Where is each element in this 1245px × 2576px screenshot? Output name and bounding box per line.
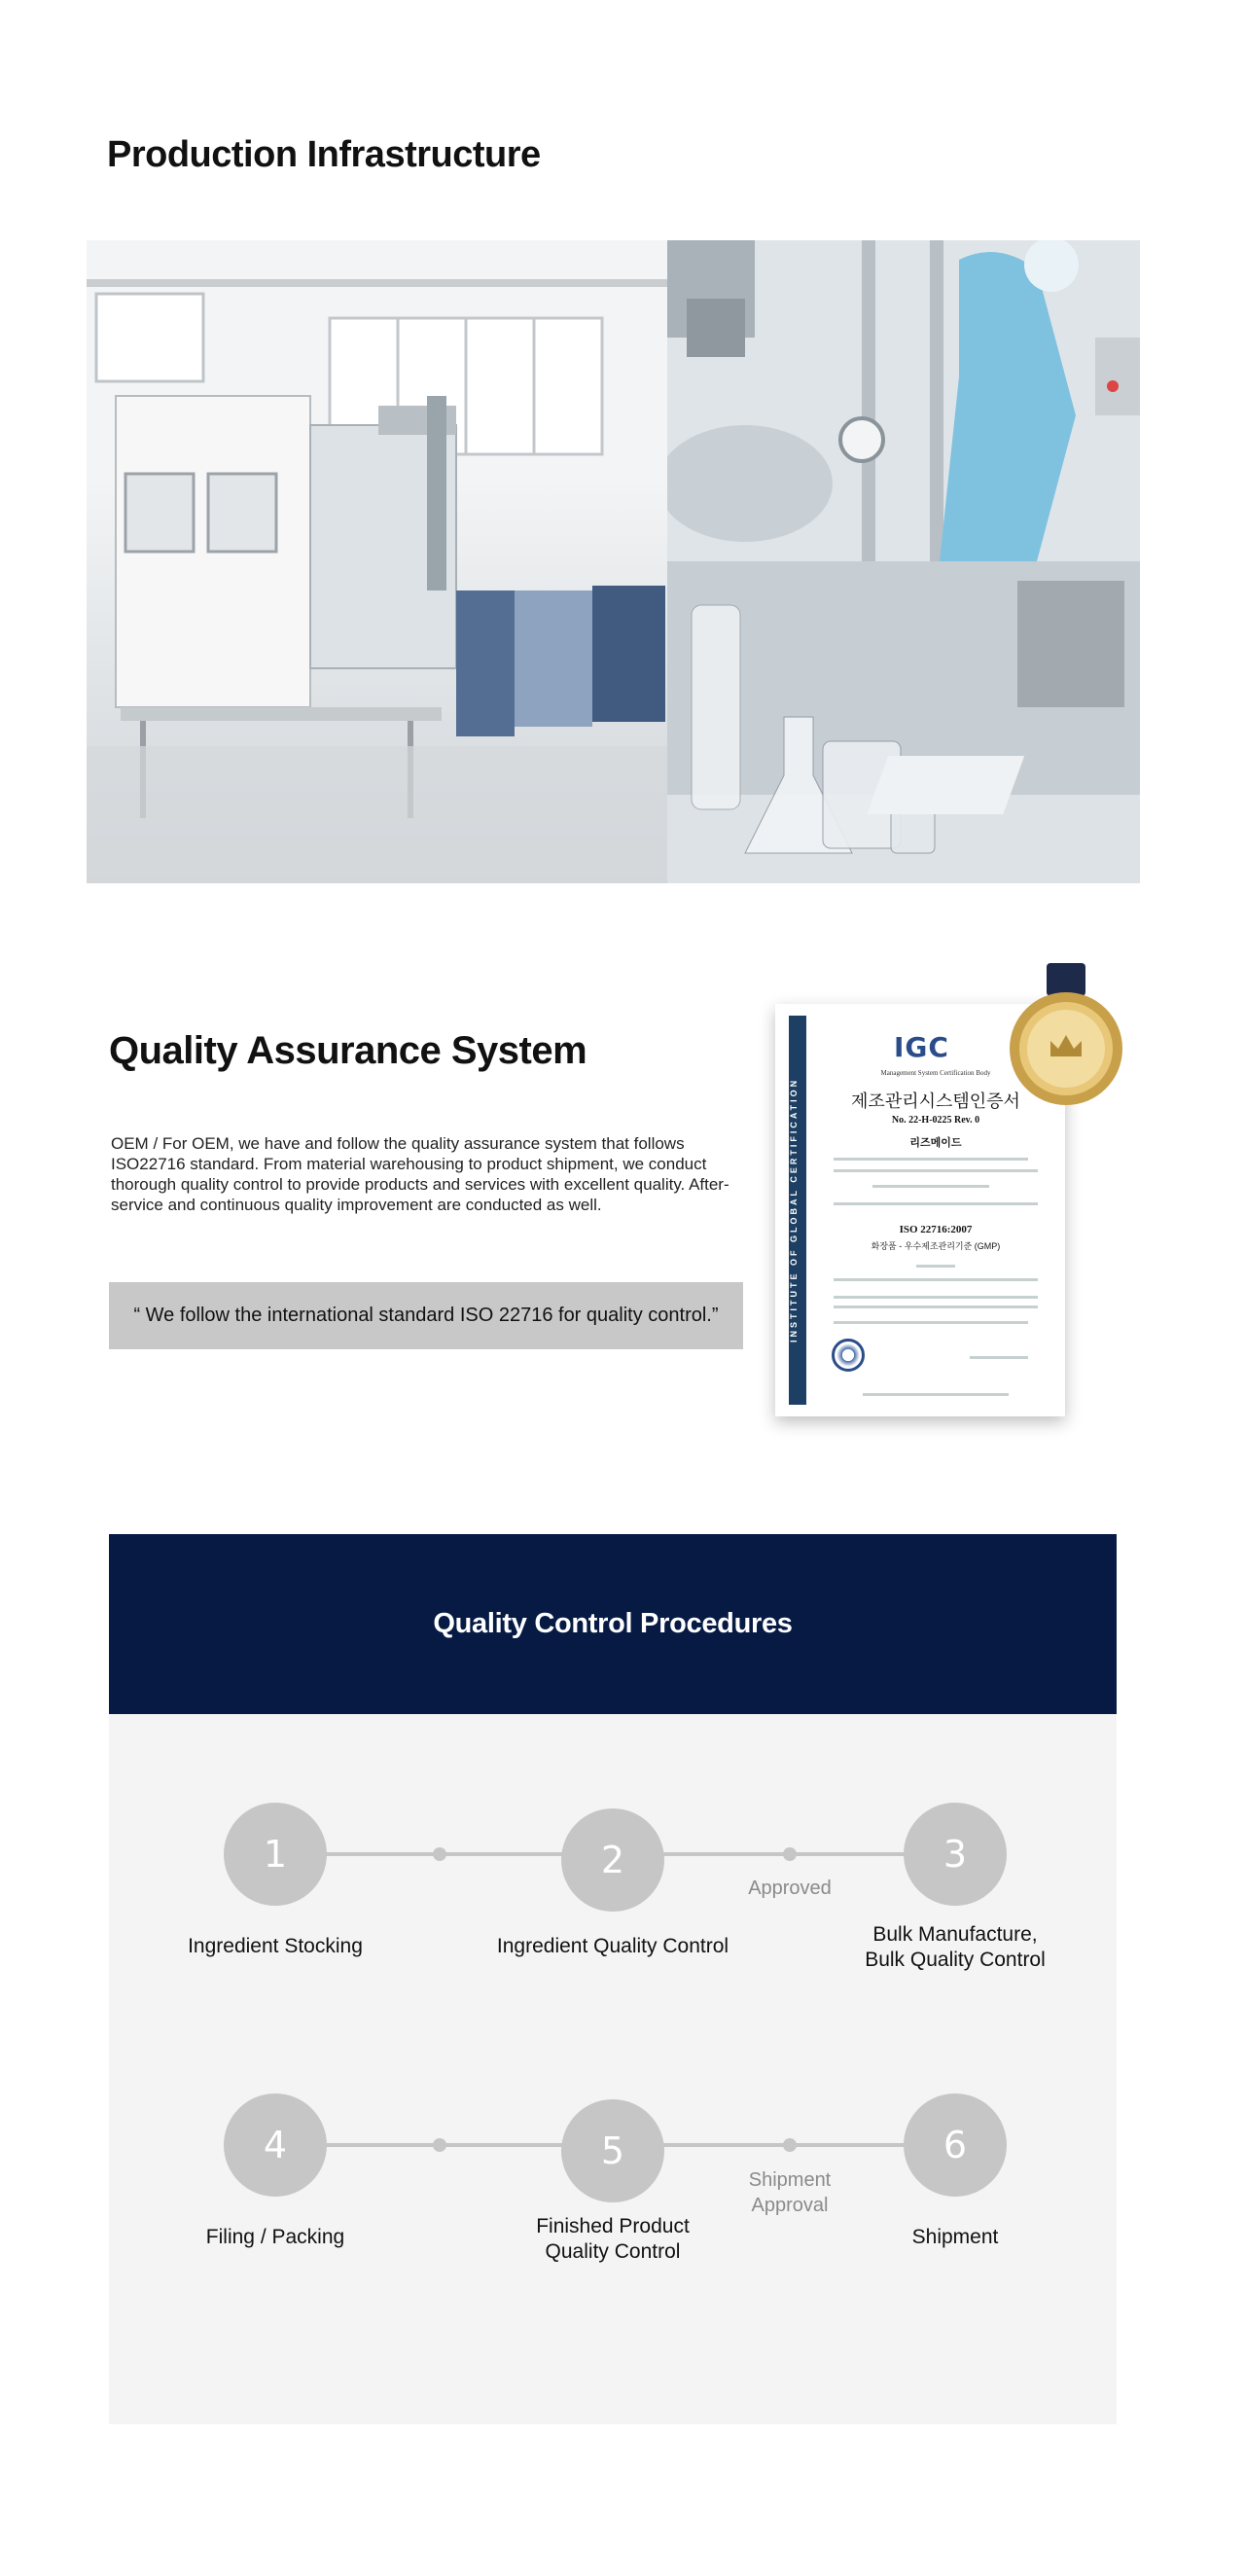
quality-control-header [109,1534,1117,1714]
step-connector-dot [783,2138,797,2152]
step-2-label: Ingredient Quality Control [496,1935,729,1957]
step-1-label: Ingredient Stocking [188,1935,363,1957]
technician-reactor-photo [667,240,1140,561]
certificate-detail-line [872,1185,989,1188]
quality-assurance-description: OEM / For OEM, we have and follow the quality assurance system that follows ISO22716 standard. From material warehousing to product shipment, we conduct thorough quality control to provide products and services with excellent quality. After-service and continuous quality improvement are conducted as well. [111,1134,729,1214]
step-3-circle: 3 [904,1803,1007,1906]
iso-quote-text: “ We follow the international standard ISO 22716 for quality control.” [133,1305,719,1326]
approved-label: Approved [748,1878,832,1899]
certificate-detail-line [834,1278,1038,1281]
certificate-side-text: INSTITUTE OF GLOBAL CERTIFICATION [789,1077,799,1343]
step-3-label [809,1922,1101,1973]
certificate-detail-line [834,1158,1028,1161]
certificate-scope: 화장품 - 우수제조관리기준 (GMP) [871,1241,1001,1251]
production-infrastructure-title: Production Infrastructure [107,134,541,175]
factory-machinery-photo [87,240,667,883]
shipment-approval-label [712,2167,868,2218]
certification-seal-icon [832,1339,865,1372]
certificate-detail-line [834,1306,1038,1308]
laboratory-glassware-photo [667,561,1140,883]
shipment-approval-line2: Approval [751,2195,829,2216]
step-3-label-line1: Bulk Manufacture, [872,1923,1038,1946]
igc-logo: IGC [894,1031,949,1063]
quality-assurance-title: Quality Assurance System [109,1029,587,1072]
gold-medal-icon [1002,963,1130,1109]
step-5-label [467,2214,759,2265]
certificate-title: 제조관리시스템인증서 [851,1091,1020,1111]
step-5-circle: 5 [561,2099,664,2202]
certificate-footer-line [863,1393,1009,1396]
certificate-company: 리즈메이드 [909,1137,962,1149]
step-6-label: Shipment [911,2226,999,2248]
certificate-detail-line [834,1202,1038,1205]
step-4-label: Filing / Packing [205,2226,345,2248]
step-5-label-line1: Finished Product [536,2215,690,2237]
step-6-circle: 6 [904,2093,1007,2197]
quality-control-steps [109,1714,1117,2424]
quality-control-title: Quality Control Procedures [433,1608,793,1639]
certificate-detail-line [834,1169,1038,1172]
step-5-label-line2: Quality Control [545,2240,681,2263]
step-1-circle: 1 [224,1803,327,1906]
step-connector-dot [433,2138,446,2152]
step-3-label-line2: Bulk Quality Control [865,1949,1046,1971]
step-connector-dot [433,1847,446,1861]
certificate-signature-line [970,1356,1028,1359]
certificate-detail-line [916,1265,955,1268]
certificate-standard: ISO 22716:2007 [899,1224,973,1235]
iso-quote-box [109,1282,743,1349]
production-photo-grid [87,240,1140,883]
step-2-circle: 2 [561,1808,664,1912]
shipment-approval-line1: Shipment [748,2169,832,2191]
step-connector-dot [783,1847,797,1861]
certificate-detail-line [834,1296,1038,1299]
certificate-detail-line [834,1321,1028,1324]
step-4-circle: 4 [224,2093,327,2197]
certificate-number: No. 22-H-0225 Rev. 0 [891,1115,980,1126]
certificate-subtitle: Management System Certification Body [880,1069,991,1077]
